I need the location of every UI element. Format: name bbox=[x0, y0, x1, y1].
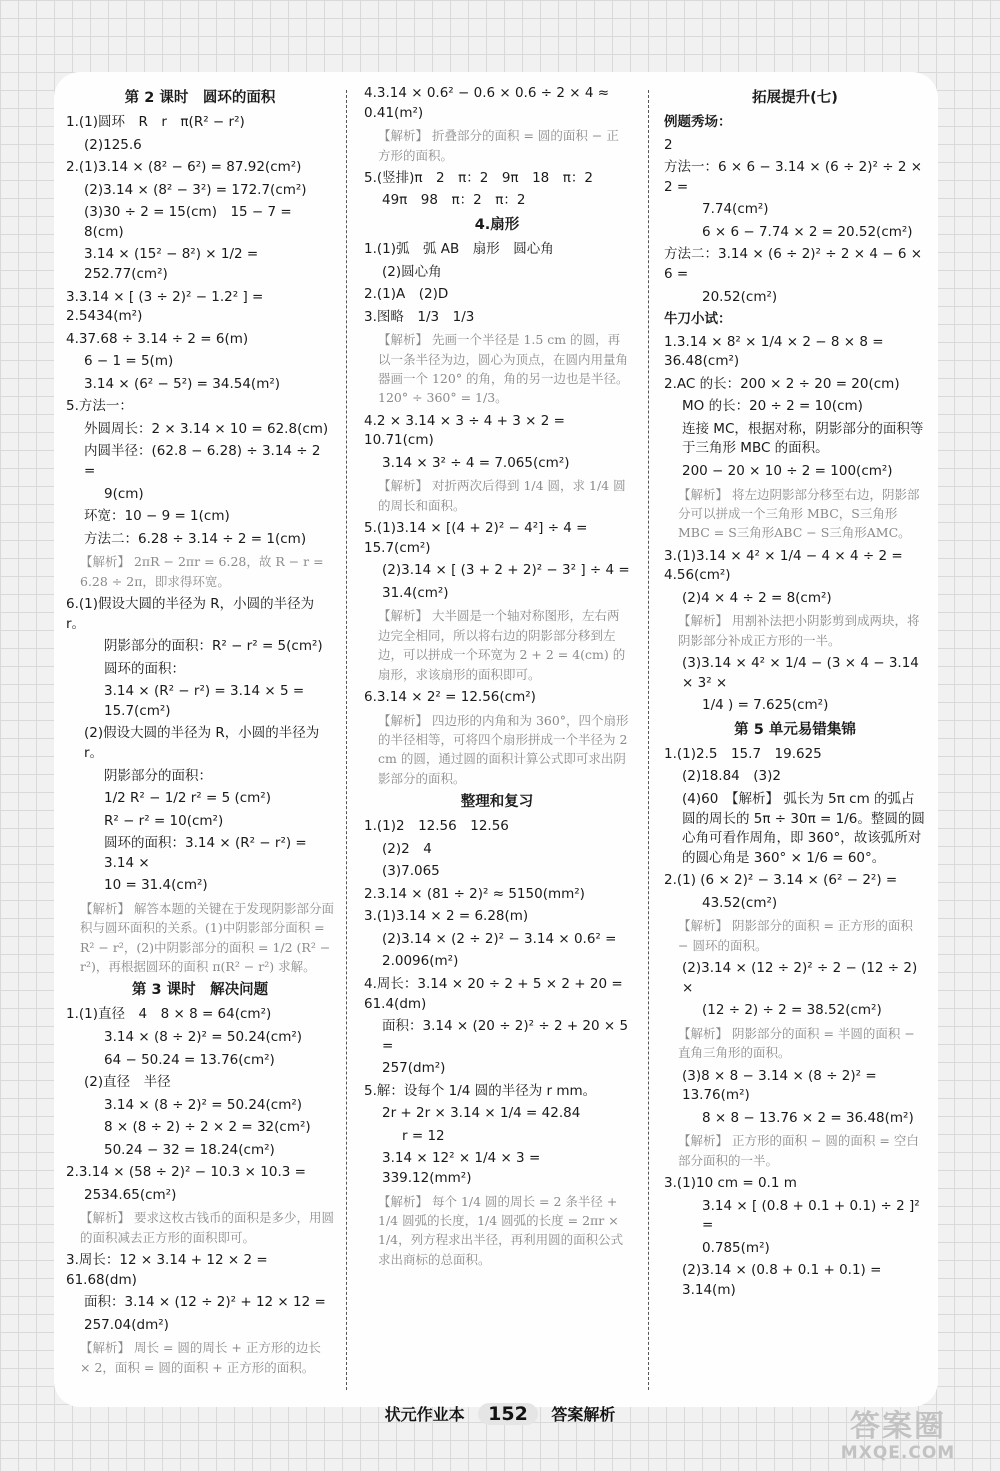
answer-line: 2534.65(cm²) bbox=[84, 1186, 177, 1203]
answer-line: 2.(1)A (2)D bbox=[364, 286, 449, 303]
answer-line: 8 × 8 − 13.76 × 2 = 36.48(m²) bbox=[702, 1109, 914, 1126]
answer-line: 3.周长：12 × 3.14 + 12 × 2 = 61.68(dm) bbox=[66, 1252, 268, 1288]
explanation-note: 【解析】 四边形的内角和为 360°，四个扇形的半径相等，可将四个扇形拼成一个半径为 2 cm 的圆，通过圆的面积计算公式即可求出阴影部分的面积。 bbox=[378, 712, 629, 786]
explanation-note: 【解析】 大半圆是一个轴对称图形，左右两边完全相同，所以将右边的阴影部分移到左边，可以拼成一个环宽为 2 + 2 = 4(cm) 的扇形，求该扇形的面积即可。 bbox=[378, 608, 626, 682]
answer-line: 31.4(cm²) bbox=[382, 584, 449, 601]
section-heading: 整理和复习 bbox=[460, 794, 534, 811]
answer-line: 外圆周长：2 × 3.14 × 10 = 62.8(cm) bbox=[84, 420, 329, 437]
answer-line: (3)3.14 × 4² × 1/4 − (3 × 4 − 3.14 × 3² × bbox=[682, 655, 919, 691]
answer-line: (3)8 × 8 − 3.14 × (8 ÷ 2)² = 13.76(m²) bbox=[682, 1067, 877, 1104]
answer-line: 1/2 R² − 1/2 r² = 5 (cm²) bbox=[104, 790, 271, 807]
answer-line: 6 − 1 = 5(m) bbox=[84, 353, 174, 370]
answer-line: 2 bbox=[664, 136, 673, 153]
answer-line: 4.周长：3.14 × 20 ÷ 2 + 5 × 2 + 20 = 61.4(dm) bbox=[364, 975, 623, 1012]
explanation-note: 【解析】 周长 = 圆的周长 + 正方形的边长 × 2，面积 = 圆的面积 + 正方形的面积。 bbox=[80, 1340, 321, 1375]
answer-line: (2)3.14 × (8² − 3²) = 172.7(cm²) bbox=[84, 181, 307, 198]
answer-line: 4.3.14 × 0.6² − 0.6 × 0.6 ÷ 2 × 4 ≈ 0.41(m²) bbox=[364, 85, 610, 121]
column-divider bbox=[648, 90, 649, 1390]
answer-line: 环宽：10 − 9 = 1(cm) bbox=[84, 508, 230, 525]
explanation-note: 【解析】 解答本题的关键在于发现阴影部分面积与圆环面积的关系。(1)中阴影部分面积 = R² − r²，(2)中阴影部分的面积 = 1/2 (R² − r²)，再根据圆环的面积 π(R² − r²) 求解。 bbox=[80, 900, 334, 975]
answer-line: 圆环的面积：3.14 × (R² − r²) = 3.14 × bbox=[104, 835, 307, 871]
answer-line: 1.(1)2 12.56 12.56 bbox=[364, 818, 509, 835]
section-heading: 拓展提升(七) bbox=[752, 90, 838, 106]
answer-line: 2.(1)3.14 × (8² − 6²) = 87.92(cm²) bbox=[66, 159, 302, 176]
answer-line: 3.14 × (15² − 8²) × 1/2 = 252.77(cm²) bbox=[84, 246, 259, 282]
answer-line: 圆环的面积： bbox=[104, 660, 185, 677]
answer-line: 2.(1) (6 × 2)² − 3.14 × (6² − 2²) = bbox=[664, 872, 898, 889]
section-heading: 第 2 课时 圆环的面积 bbox=[124, 90, 276, 106]
explanation-note: 【解析】 每个 1/4 圆的周长 = 2 条半径 + 1/4 圆弧的长度，1/4 圆弧的长度 = 2πr × 1/4，列方程求出半径，再利用圆的面积公式求出商标的总面积。 bbox=[378, 1193, 624, 1267]
answer-column-left bbox=[66, 84, 334, 1381]
site-watermark bbox=[810, 1410, 986, 1466]
answer-line: 3.(1)10 cm = 0.1 m bbox=[664, 1174, 797, 1191]
explanation-note: 【解析】 用割补法把小阴影剪到成两块，将阴影部分补成正方形的一半。 bbox=[678, 613, 920, 648]
answer-line: R² − r² = 10(cm²) bbox=[104, 812, 224, 829]
answer-line: 43.52(cm²) bbox=[702, 894, 778, 911]
explanation-note: 【解析】 折叠部分的面积 = 圆的面积 − 正方形的面积。 bbox=[378, 128, 619, 163]
answer-line: (2)125.6 bbox=[84, 136, 142, 153]
answer-line: (2)3.14 × (2 ÷ 2)² − 3.14 × 0.6² = bbox=[382, 930, 617, 947]
explanation-note: 【解析】 阴影部分的面积 = 正方形的面积 − 圆环的面积。 bbox=[678, 918, 913, 953]
answer-line: (2)18.84 (3)2 bbox=[682, 768, 781, 785]
footer-book-title: 状元作业本 bbox=[384, 1405, 465, 1424]
explanation-note: 【解析】 正方形的面积 − 圆的面积 = 空白部分面积的一半。 bbox=[678, 1133, 919, 1168]
answer-line: 牛刀小试： bbox=[664, 311, 732, 328]
explanation-note: 【解析】 阴影部分的面积 = 半圆的面积 − 直角三角形的面积。 bbox=[678, 1025, 915, 1061]
answer-line: 内圆半径：(62.8 − 6.28) ÷ 3.14 ÷ 2 = bbox=[84, 443, 321, 480]
answer-line: 4.37.68 ÷ 3.14 ÷ 2 = 6(m) bbox=[66, 330, 249, 347]
explanation-note: 【解析】 要求这枚古钱币的面积是多少，用圆的面积减去正方形的面积即可。 bbox=[80, 1210, 334, 1245]
answer-line: 6.3.14 × 2² = 12.56(cm²) bbox=[364, 688, 536, 705]
answer-line: 2.3.14 × (81 ÷ 2)² ≈ 5150(mm²) bbox=[364, 885, 585, 902]
answer-line: 1.(1)2.5 15.7 19.625 bbox=[664, 745, 822, 762]
answer-line: (2)假设大圆的半径为 R，小圆的半径为 r。 bbox=[84, 725, 320, 761]
answer-line: 6.(1)假设大圆的半径为 R，小圆的半径为 r。 bbox=[66, 596, 315, 632]
answer-line: 200 − 20 × 10 ÷ 2 = 100(cm²) bbox=[682, 463, 893, 480]
column-divider bbox=[346, 90, 347, 1390]
answer-line: (4)60 【解析】 弧长为 5π cm 的弧占圆的周长的 5π ÷ 30π = 1/6。整圆的圆心角可看作周角，即 360°，故该弧所对的圆心角是 360° × 1/6 = 60°。 bbox=[682, 790, 925, 866]
watermark-logo-text: 答案圈 bbox=[850, 1409, 946, 1444]
page-number: 152 bbox=[478, 1403, 538, 1425]
answer-line: 阴影部分的面积：R² − r² = 5(cm²) bbox=[104, 638, 323, 655]
answer-line: 3.14 × 3² ÷ 4 = 7.065(cm²) bbox=[382, 454, 570, 471]
answer-line: 64 − 50.24 = 13.76(cm²) bbox=[104, 1051, 275, 1068]
answer-line: 连接 MC，根据对称，阴影部分的面积等于三角形 MBC 的面积。 bbox=[682, 420, 924, 457]
answer-column-right bbox=[664, 84, 926, 1303]
answer-line: 1.(1)弧 弧 AB 扇形 圆心角 bbox=[364, 241, 554, 258]
answer-line: 3.14 × (6² − 5²) = 34.54(m²) bbox=[84, 375, 281, 392]
answer-line: 0.785(m²) bbox=[702, 1239, 770, 1256]
answer-line: 面积：3.14 × (20 ÷ 2)² ÷ 2 + 20 × 5 = bbox=[382, 1018, 629, 1054]
answer-line: (12 ÷ 2) ÷ 2 = 38.52(cm²) bbox=[702, 1002, 882, 1019]
answer-line: 例题秀场： bbox=[664, 114, 732, 131]
answer-line: 阴影部分的面积： bbox=[104, 767, 212, 784]
answer-line: (2)2 4 bbox=[382, 840, 432, 857]
answer-line: (2)4 × 4 ÷ 2 = 8(cm²) bbox=[682, 589, 832, 606]
answer-line: 20.52(cm²) bbox=[702, 288, 778, 305]
answer-line: 3.14 × (R² − r²) = 3.14 × 5 = 15.7(cm²) bbox=[104, 683, 305, 719]
explanation-note: 【解析】 将左边阴影部分移至右边，阴影部分可以拼成一个三角形 MBC，S三角形MBC = S三角形ABC − S三角形AMC。 bbox=[678, 486, 920, 541]
answer-line: 方法二：3.14 × (6 ÷ 2)² ÷ 2 × 4 − 6 × 6 = bbox=[664, 246, 923, 282]
answer-line: 3.3.14 × [ (3 ÷ 2)² − 1.2² ] = 2.5434(m²) bbox=[66, 288, 264, 325]
answer-line: 5.(1)3.14 × [(4 + 2)² − 4²] ÷ 4 = 15.7(cm²) bbox=[364, 520, 588, 556]
answer-line: 50.24 − 32 = 18.24(cm²) bbox=[104, 1141, 275, 1158]
answer-line: 2.AC 的长：200 × 2 ÷ 20 = 20(cm) bbox=[664, 375, 900, 392]
answer-line: 4.2 × 3.14 × 3 ÷ 4 + 3 × 2 = 10.71(cm) bbox=[364, 412, 565, 449]
answer-line: 9(cm) bbox=[104, 485, 144, 502]
answer-line: 10 = 31.4(cm²) bbox=[104, 877, 208, 894]
watermark-url: MXQE.COM bbox=[840, 1443, 956, 1463]
answer-line: 3.14 × [ (0.8 + 0.1 + 0.1) ÷ 2 ]² = bbox=[702, 1197, 920, 1234]
section-heading: 4.扇形 bbox=[474, 217, 520, 233]
answer-line: 2r + 2r × 3.14 × 1/4 = 42.84 bbox=[382, 1105, 581, 1122]
answer-line: 5.方法一： bbox=[66, 398, 133, 415]
answer-line: 49π 98 π：2 π：2 bbox=[382, 192, 526, 209]
answer-line: 3.图略 1/3 1/3 bbox=[364, 308, 475, 325]
answer-line: 257(dm²) bbox=[382, 1060, 446, 1077]
answer-line: 8 × (8 ÷ 2) ÷ 2 × 2 = 32(cm²) bbox=[104, 1119, 311, 1136]
answer-line: 1/4 ) = 7.625(cm²) bbox=[702, 697, 829, 714]
answer-line: (2)3.14 × [ (3 + 2 + 2)² − 3² ] ÷ 4 = bbox=[382, 562, 630, 579]
answer-line: 5.(竖排)π 2 π：2 9π 18 π：2 bbox=[364, 169, 593, 186]
answer-line: (2)3.14 × (12 ÷ 2)² ÷ 2 − (12 ÷ 2) × bbox=[682, 960, 918, 996]
answer-line: 1.(1)直径 4 8 × 8 = 64(cm²) bbox=[66, 1006, 272, 1023]
answer-line: r = 12 bbox=[402, 1127, 445, 1144]
answer-line: 257.04(dm²) bbox=[84, 1316, 169, 1333]
answer-line: 3.14 × (8 ÷ 2)² = 50.24(cm²) bbox=[104, 1028, 303, 1045]
answer-line: MO 的长：20 ÷ 2 = 10(cm) bbox=[682, 398, 863, 415]
answer-line: 3.14 × 12² × 1/4 × 3 = 339.12(mm²) bbox=[382, 1150, 541, 1187]
answer-line: 3.(1)3.14 × 2 = 6.28(m) bbox=[364, 908, 529, 925]
answer-line: (3)30 ÷ 2 = 15(cm) 15 − 7 = 8(cm) bbox=[84, 204, 292, 240]
answer-line: (3)7.065 bbox=[382, 863, 440, 880]
answer-line: 3.14 × (8 ÷ 2)² = 50.24(cm²) bbox=[104, 1096, 303, 1113]
explanation-note: 【解析】 2πR − 2πr = 6.28，故 R − r = 6.28 ÷ 2π，即求得环宽。 bbox=[80, 554, 324, 589]
answer-line: 1.(1)圆环 R r π(R² − r²) bbox=[66, 114, 245, 131]
answer-line: 2.3.14 × (58 ÷ 2)² − 10.3 × 10.3 = bbox=[66, 1164, 306, 1181]
answer-line: (2)3.14 × (0.8 + 0.1 + 0.1) = 3.14(m) bbox=[682, 1262, 882, 1298]
explanation-note: 【解析】 对折两次后得到 1/4 圆，求 1/4 圆的周长和面积。 bbox=[378, 478, 626, 513]
answer-line: 5.解：设每个 1/4 圆的半径为 r mm。 bbox=[364, 1082, 597, 1099]
explanation-note: 【解析】 先画一个半径是 1.5 cm 的圆，再以一条半径为边，圆心为顶点，在圆内用量角器画一个 120° 的角，角的另一边也是半径。120° ÷ 360° = 1/3。 bbox=[378, 332, 629, 406]
answer-line: 方法一：6 × 6 − 3.14 × (6 ÷ 2)² ÷ 2 × 2 = bbox=[664, 159, 923, 195]
answer-column-middle bbox=[364, 84, 630, 1273]
answer-line: (2)圆心角 bbox=[382, 263, 442, 280]
section-heading: 第 5 单元易错集锦 bbox=[734, 721, 856, 738]
answer-line: 方法二：6.28 ÷ 3.14 ÷ 2 = 1(cm) bbox=[84, 530, 307, 547]
section-heading: 第 3 课时 解决问题 bbox=[131, 982, 269, 999]
footer-section-title: 答案解析 bbox=[551, 1405, 616, 1424]
answer-line: (2)直径 半径 bbox=[84, 1074, 171, 1091]
answer-line: 2.0096(m²) bbox=[382, 953, 459, 970]
answer-line: 7.74(cm²) bbox=[702, 201, 769, 218]
answer-line: 面积：3.14 × (12 ÷ 2)² + 12 × 12 = bbox=[84, 1294, 326, 1311]
answer-line: 6 × 6 − 7.74 × 2 = 20.52(cm²) bbox=[702, 223, 913, 240]
answer-line: 1.3.14 × 8² × 1/4 × 2 − 8 × 8 = 36.48(cm²) bbox=[664, 333, 884, 370]
answer-line: 3.(1)3.14 × 4² × 1/4 − 4 × 4 ÷ 2 = 4.56(cm²) bbox=[664, 547, 903, 584]
